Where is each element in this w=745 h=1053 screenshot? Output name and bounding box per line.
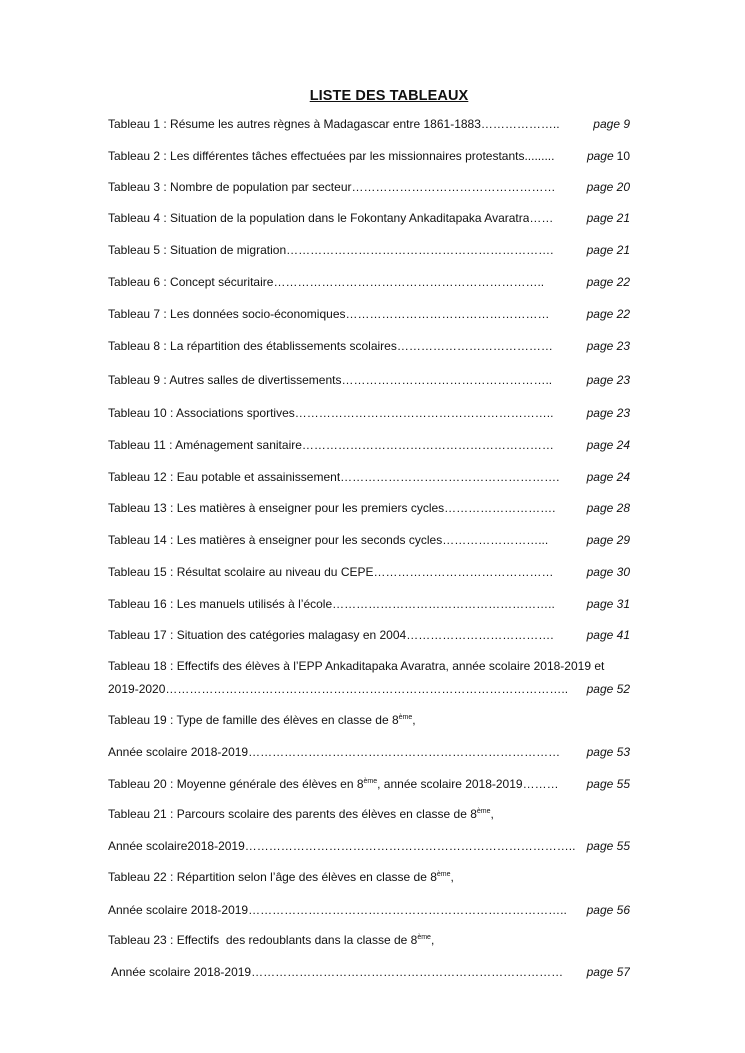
toc-label: Tableau 20 : Moyenne générale des élèves en 8 (108, 777, 364, 791)
dot-leader: ……………………... (442, 533, 549, 547)
toc-label-continuation: Année scolaire2018-2019 (108, 839, 245, 853)
label-tail: , (412, 713, 416, 727)
toc-entry-6[interactable] (108, 275, 630, 289)
toc-label: Tableau 17 : Situation des catégories malagasy en 2004 (108, 628, 407, 642)
toc-label: Tableau 23 : Effectifs des redoublants dans la classe de 8 (108, 933, 418, 947)
toc-label-continuation: Année scolaire 2018-2019 (108, 903, 249, 917)
dot-leader: …………………………………………………………………… (248, 745, 561, 759)
superscript: ème (476, 808, 491, 815)
toc-entry-3[interactable] (108, 180, 630, 194)
page-ref: page 22 (586, 307, 630, 321)
toc-label: Tableau 6 : Concept sécuritaire (108, 275, 274, 289)
toc-label: Tableau 22 : Répartition selon l’âge des élèves en classe de 8 (108, 870, 437, 884)
dot-leader: …………………………………………………………………….. (248, 903, 567, 917)
dot-leader: ……… (522, 777, 559, 791)
page-ref: page 31 (586, 597, 630, 611)
toc-entry-23-continuation[interactable] (111, 965, 630, 979)
toc-label: Tableau 14 : Les matières à enseigner pour les seconds cycles (108, 533, 443, 547)
toc-entry-14[interactable] (108, 533, 630, 547)
page-ref: page (586, 149, 614, 163)
toc-entry-12[interactable] (108, 470, 630, 484)
toc-label: Tableau 4 : Situation de la population dans le Fokontany Ankaditapaka Avaratra (108, 211, 530, 225)
toc-entry-16[interactable] (108, 597, 630, 611)
toc-entry-4[interactable] (108, 211, 630, 225)
dot-leader: …………………………………………… (345, 307, 550, 321)
toc-label: Tableau 19 : Type de famille des élèves en classe de 8 (108, 713, 399, 727)
page-ref: page 20 (586, 180, 630, 194)
toc-label: Tableau 3 : Nombre de population par secteur (108, 180, 352, 194)
label-tail: , (430, 933, 435, 947)
superscript: ème (436, 871, 451, 878)
toc-entry-7[interactable] (108, 307, 630, 321)
page-ref: page 52 (586, 682, 630, 696)
superscript: ème (363, 778, 378, 785)
toc-label: Tableau 11 : Aménagement sanitaire (108, 438, 302, 452)
dot-leader: ……………………………………………………………………………………….. (165, 682, 569, 696)
dot-leader: ………………………………. (406, 628, 554, 642)
superscript: ème (417, 934, 431, 941)
toc-label-continuation: 2019-2020 (108, 682, 166, 696)
page-ref: page 55 (586, 777, 630, 791)
toc-label: Tableau 2 : Les différentes tâches effectuées par les missionnaires protestants (108, 149, 525, 163)
dot-leader: ………………………………… (396, 339, 553, 353)
dot-leader: ………………………………………………………….. (273, 275, 545, 289)
page-ref: page 23 (586, 339, 630, 353)
dot-leader: ......... (524, 149, 555, 163)
label-tail: , (490, 807, 494, 821)
toc-label: Tableau 12 : Eau potable et assainissement (108, 470, 341, 484)
page-ref: page 24 (586, 438, 630, 452)
toc-entry-21[interactable] (108, 807, 630, 821)
page-ref: page 23 (586, 406, 630, 420)
toc-entry-9[interactable] (108, 373, 630, 387)
toc-entry-17[interactable] (108, 628, 630, 642)
page-number: 10 (616, 149, 630, 163)
toc-entry-18[interactable] (108, 659, 630, 673)
toc-entry-5[interactable] (108, 243, 630, 257)
toc-entry-13[interactable] (108, 501, 630, 515)
toc-entry-22-continuation[interactable] (108, 903, 630, 917)
toc-entry-11[interactable] (108, 438, 630, 452)
toc-label: Tableau 9 : Autres salles de divertissements (108, 373, 342, 387)
dot-leader: …………………………………………….. (341, 373, 553, 387)
page-ref: page 53 (586, 745, 630, 759)
toc-entry-10[interactable] (108, 406, 630, 420)
page-ref: page 22 (586, 275, 630, 289)
toc-entry-8[interactable] (108, 339, 630, 353)
toc-entry-20[interactable] (108, 777, 630, 791)
page-ref: page 21 (586, 243, 630, 257)
dot-leader: …………………………………………………………. (286, 243, 554, 257)
label-tail: , année scolaire 2018-2019 (377, 777, 523, 791)
toc-label: Tableau 8 : La répartition des établissements scolaires (108, 339, 397, 353)
page-ref: page 28 (586, 501, 630, 515)
toc-entry-1[interactable] (108, 117, 630, 131)
toc-label: Tableau 21 : Parcours scolaire des parents des élèves en classe de 8 (108, 807, 477, 821)
toc-label-continuation: Année scolaire 2018-2019 (111, 965, 252, 979)
toc-label: Tableau 10 : Associations sportives (108, 406, 295, 420)
page-ref: page 55 (586, 839, 630, 853)
toc-entry-19[interactable] (108, 713, 630, 727)
toc-label: Tableau 1 : Résume les autres règnes à Madagascar entre 1861-1883 (108, 117, 481, 131)
page-ref: page 23 (586, 373, 630, 387)
toc-entry-2[interactable] (108, 149, 630, 163)
toc-label-group (108, 777, 523, 791)
dot-leader: ……………………………………… (373, 565, 554, 579)
toc-label-continuation: Année scolaire 2018-2019 (108, 745, 249, 759)
page-ref: page 21 (586, 211, 630, 225)
dot-leader: ……………………………………………………………………….. (244, 839, 576, 853)
toc-entry-18-continuation[interactable] (108, 682, 630, 696)
dot-leader: ………………………………………………. (340, 470, 560, 484)
dot-leader: ……………….. (480, 117, 560, 131)
toc-label: Tableau 7 : Les données socio-économiques (108, 307, 346, 321)
toc-entry-21-continuation[interactable] (108, 839, 630, 853)
dot-leader: ……………………………………………….. (332, 597, 555, 611)
page-ref: page 57 (586, 965, 630, 979)
dot-leader: ……………………………………………………… (301, 438, 554, 452)
dot-leader: …… (529, 211, 554, 225)
toc-label: Tableau 13 : Les matières à enseigner pour les premiers cycles (108, 501, 445, 515)
toc-label: Tableau 5 : Situation de migration (108, 243, 287, 257)
page-ref: page 41 (586, 628, 630, 642)
page-ref: page 24 (586, 470, 630, 484)
dot-leader: ………………………. (444, 501, 556, 515)
toc-label: Tableau 16 : Les manuels utilisés à l’école (108, 597, 333, 611)
page-ref: page 9 (593, 117, 630, 131)
toc-entry-22[interactable] (108, 870, 630, 884)
label-tail: , (450, 870, 454, 884)
toc-label: Tableau 18 : Effectifs des élèves à l’EPP Ankaditapaka Avaratra, année scolaire 2018-2019 et (108, 659, 605, 673)
dot-leader: …………………………………………………………………… (251, 965, 564, 979)
toc-entry-19-continuation[interactable] (108, 745, 630, 759)
page-title: LISTE DES TABLEAUX (309, 88, 469, 104)
superscript: ème (398, 714, 413, 721)
page-ref: page 56 (586, 903, 630, 917)
toc-label: Tableau 15 : Résultat scolaire au niveau du CEPE (108, 565, 374, 579)
toc-entry-15[interactable] (108, 565, 630, 579)
dot-leader: …………………………………………… (351, 180, 556, 194)
dot-leader: ……………………………………………………….. (294, 406, 554, 420)
page-ref: page 30 (586, 565, 630, 579)
toc-entry-23[interactable] (108, 933, 630, 947)
page-ref: page 29 (586, 533, 630, 547)
